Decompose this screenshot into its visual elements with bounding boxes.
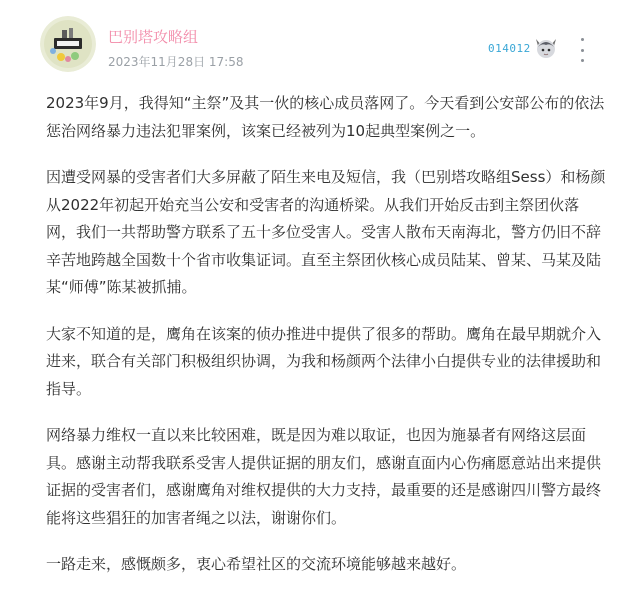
post-body bbox=[46, 90, 606, 598]
badge-character-icon bbox=[532, 33, 560, 61]
paragraph: 网络暴力维权一直以来比较困难，既是因为难以取证，也因为施暴者有网络这层面具。感谢主动帮我联系受害人提供证据的朋友们，感谢直面内心伤痛愿意站出来提供证据的受害者们，感谢鹰角对维权提供的大力支持，最重要的还是感谢四川警方最终能将这些猖狂的加害者绳之以法，谢谢你们。 bbox=[46, 426, 602, 527]
more-options-button[interactable] bbox=[576, 38, 588, 62]
paragraph: 一路走来，感慨颇多，衷心希望社区的交流环境能够越来越好。 bbox=[46, 555, 467, 573]
guild-logo-icon bbox=[40, 16, 96, 72]
paragraph: 大家不知道的是，鹰角在该案的侦办推进中提供了很多的帮助。鹰角在最早期就介入进来，联合有关部门积极组织协调，为我和杨颜两个法律小白提供专业的法律援助和指导。 bbox=[46, 324, 602, 398]
paragraph: 因遭受网暴的受害者们大多屏蔽了陌生来电及短信，我（巴别塔攻略组Sess）和杨颜从2022年初起开始充当公安和受害者的沟通桥梁。从我们开始反击到主祭团伙落网，我们一共帮助警方联系了五十多位受害人。受害人散布天南海北，警方仍旧不辞辛苦地跨越全国数十个省市收集证词。直至主祭团伙核心成员陆某、曾某、马某及陆某“师傅”陈某被抓捕。 bbox=[46, 168, 606, 296]
more-vertical-icon bbox=[581, 38, 584, 41]
author-avatar[interactable] bbox=[40, 16, 96, 72]
post-timestamp: 2023年11月28日 17:58 bbox=[108, 55, 244, 69]
author-name[interactable]: 巴别塔攻略组 bbox=[108, 28, 199, 46]
user-badge-number: 014012 bbox=[488, 42, 531, 55]
post-header bbox=[0, 0, 640, 84]
paragraph: 2023年9月，我得知“主祭”及其一伙的核心成员落网了。今天看到公安部公布的依法惩治网络暴力违法犯罪案例，该案已经被列为10起典型案例之一。 bbox=[46, 94, 605, 140]
